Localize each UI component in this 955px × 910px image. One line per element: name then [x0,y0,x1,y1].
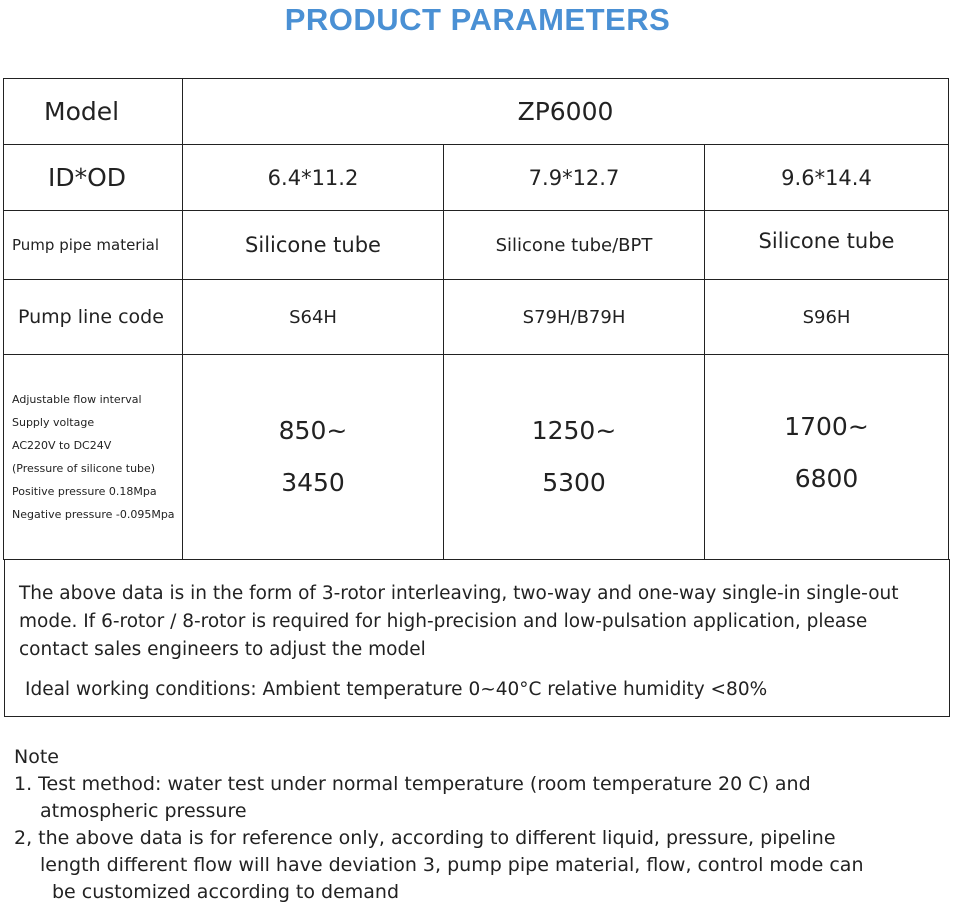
material-value: Silicone tube [704,210,949,280]
material-value: Silicone tube/BPT [443,210,705,280]
code-value: S96H [704,279,949,355]
model-label: Model [3,78,183,145]
flow-label-line: Adjustable flow interval [12,393,142,406]
note-line: 1. Test method: water test under normal temperature (room temperature 20 C) and [14,773,811,795]
idod-value: 6.4*11.2 [182,144,444,211]
remark-cell [4,559,950,717]
flow-max: 5300 [542,468,606,497]
idod-value: 7.9*12.7 [443,144,705,211]
flow-value [704,354,949,560]
flow-label-line: AC220V to DC24V [12,439,112,452]
material-label: Pump pipe material [3,210,183,280]
material-value: Silicone tube [182,210,444,280]
flow-label [3,354,183,560]
ideal-conditions: Ideal working conditions: Ambient temperature 0~40°C relative humidity <80% [25,679,768,700]
flow-max: 6800 [794,464,859,493]
flow-label-line: (Pressure of silicone tube) [12,462,156,475]
flow-value [443,354,705,560]
idod-value: 9.6*14.4 [704,144,949,211]
flow-min: 1250~ [531,416,617,445]
note-line: be customized according to demand [52,881,400,903]
flow-value [182,354,444,560]
remark-text: The above data is in the form of 3-rotor interleaving, two-way and one-way single-in single-out mode. If 6-rotor / 8-rotor is required for high-precision and low-pulsation application, please contact sales engineers to adjust the model [19,583,899,660]
model-value: ZP6000 [182,78,949,145]
code-value: S79H/B79H [443,279,705,355]
notes-heading: Note [14,746,59,768]
flow-label-line: Supply voltage [12,416,95,429]
page-title: PRODUCT PARAMETERS [284,2,671,37]
note-line: length different flow will have deviation 3, pump pipe material, flow, control mode can [40,854,864,876]
flow-label-line: Positive pressure 0.18Mpa [12,485,157,498]
flow-max: 3450 [281,468,345,497]
note-line: atmospheric pressure [40,800,247,822]
code-value: S64H [182,279,444,355]
flow-min: 850~ [278,416,348,445]
notes [14,744,949,906]
note-line: 2, the above data is for reference only, according to different liquid, pressure, pipeline [14,827,836,849]
flow-min: 1700~ [784,412,869,441]
code-label: Pump line code [3,279,183,355]
idod-label: ID*OD [3,144,183,211]
flow-label-line: Negative pressure -0.095Mpa [12,508,175,521]
